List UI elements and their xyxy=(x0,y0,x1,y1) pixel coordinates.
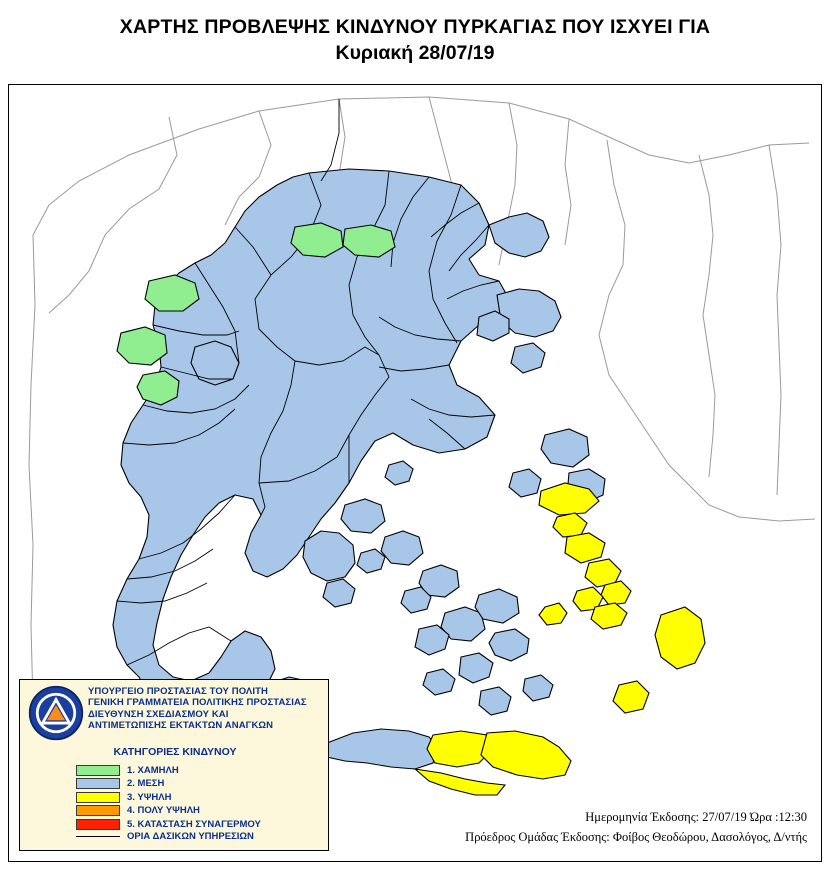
risk-label-very-high: 4. ΠΟΛΥ ΥΨΗΛΗ xyxy=(127,805,200,817)
issue-credits xyxy=(465,807,807,847)
risk-label-medium: 2. ΜΕΣΗ xyxy=(127,778,165,790)
risk-category-1 xyxy=(76,764,326,777)
authority-line-1: ΥΠΟΥΡΓΕΙΟ ΠΡΟΣΤΑΣΙΑΣ ΤΟΥ ΠΟΛΙΤΗ xyxy=(88,686,268,697)
risk-swatch-low xyxy=(76,765,120,776)
risk-category-list xyxy=(76,764,326,832)
issue-date-line: Ημερομηνία Έκδοσης: 27/07/19 Ώρα :12:30 xyxy=(585,810,807,824)
page-title xyxy=(0,14,830,66)
risk-label-low: 1. ΧΑΜΗΛΗ xyxy=(127,764,179,776)
risk-category-5 xyxy=(76,818,326,831)
legend-title: ΚΑΤΗΓΟΡΙΕΣ ΚΙΝΔΥΝΟΥ xyxy=(113,746,237,758)
boundary-label: ΟΡΙΑ ΔΑΣΙΚΩΝ ΥΠΗΡΕΣΙΩΝ xyxy=(127,831,254,842)
boundary-legend-row xyxy=(76,831,254,842)
authority-line-4: ΑΝΤΙΜΕΤΩΠΙΣΗΣ ΕΚΤΑΚΤΩΝ ΑΝΑΓΚΩΝ xyxy=(88,720,274,732)
authority-line-3: ΔΙΕΥΘΥΝΣΗ ΣΧΕΔΙΑΣΜΟΥ ΚΑΙ xyxy=(88,708,229,720)
risk-category-2 xyxy=(76,778,326,791)
risk-swatch-high xyxy=(76,792,120,803)
map-frame[interactable] xyxy=(8,84,822,862)
title-line-1: ΧΑΡΤΗΣ ΠΡΟΒΛΕΨΗΣ ΚΙΝΔΥΝΟΥ ΠΥΡΚΑΓΙΑΣ ΠΟΥ ΙΣΧΥΕΙ ΓΙΑ xyxy=(119,16,711,38)
risk-label-alert: 5. ΚΑΤΑΣΤΑΣΗ ΣΥΝΑΓΕΡΜΟΥ xyxy=(127,818,261,830)
legend-panel xyxy=(19,679,329,851)
risk-swatch-alert xyxy=(76,819,120,830)
title-line-2: Κυριακή 28/07/19 xyxy=(335,42,495,64)
authority-line-2: ΓΕΝΙΚΗ ΓΡΑΜΜΑΤΕΙΑ ΠΟΛΙΤΙΚΗΣ ΠΡΟΣΤΑΣΙΑΣ xyxy=(88,697,307,709)
authority-text-block xyxy=(88,686,324,732)
risk-swatch-medium xyxy=(76,778,120,789)
risk-category-4 xyxy=(76,805,326,818)
president-line: Πρόεδρος Ομάδας Έκδοσης: Φοίβος Θεοδώρου, Δασολόγος, Δ/ντής xyxy=(465,830,807,844)
risk-category-3 xyxy=(76,791,326,804)
risk-label-high: 3. ΥΨΗΛΗ xyxy=(127,791,172,803)
risk-swatch-very-high xyxy=(76,805,120,816)
boundary-line-icon xyxy=(76,836,120,837)
civil-protection-emblem-icon xyxy=(28,685,84,741)
